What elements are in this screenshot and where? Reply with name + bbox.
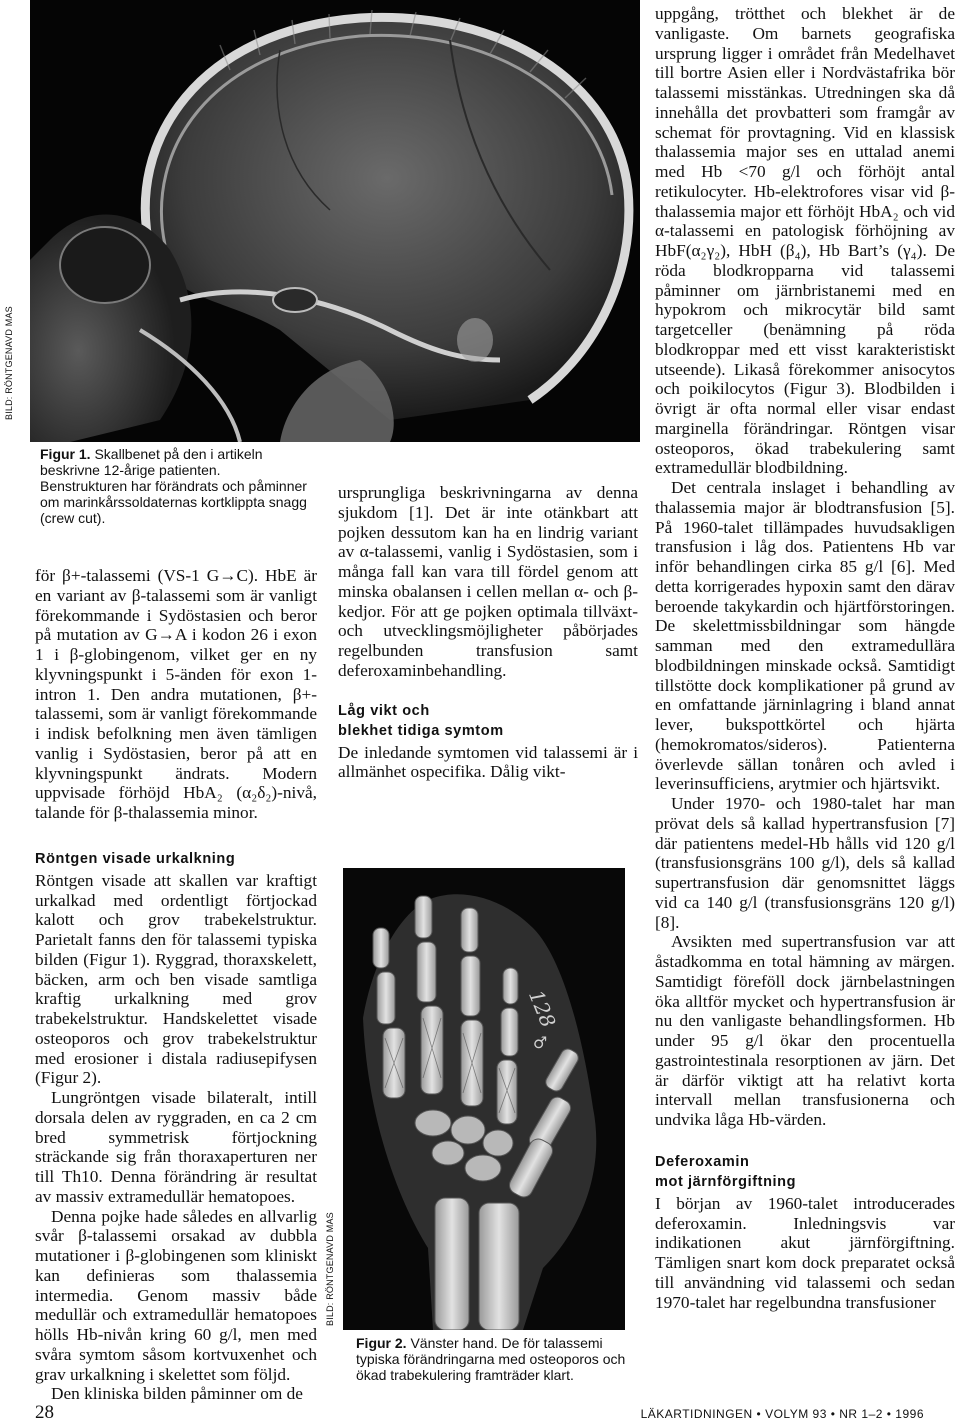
column-2 [338,483,638,782]
figure2-label: Figur 2. [356,1335,407,1351]
figure2-credit: BILD: RÖNTGENAVD MAS [325,1212,335,1326]
journal-footer: LÄKARTIDNINGEN • VOLYM 93 • NR 1–2 • 1996 [640,1407,924,1421]
svg-text:♂: ♂ [533,1033,548,1052]
heading-line: Deferoxamin [655,1153,750,1170]
hand-xray-image [343,868,625,1330]
figure1-caption [40,446,310,526]
figure1-label: Figur 1. [40,446,91,462]
column1-paragraph: Röntgen visade att skallen var kraftigt urkalkad med ordentligt förtjockad kalott och grov trabekelstruktur. Parietalt fanns den för talassemi typiska bilden (Figur 1). Ryggrad, thoraxskelett, bäcken, arm och ben visade samtliga kraftig urkalkning med grov trabekelstruktur. Handskelettet visade osteoporos och grov trabekelstruktur med erosioner i distala radiusepifysen (Figur 2). [35,870,317,1088]
column3-paragraph: Det centrala inslaget i behandling av thalassemia major är blodtransfusion [5]. På 1960-talet tillämpades huvudsakligen transfusion i låg dos. Patientens Hb var inför behandlingen cirka 85 g/l [6]. Med detta korrigerades hypoxin samt den därav beroende takykardin och hjärtförstoringen. De skelettmissbildningar som hängde samman med den extramedullära blodbildningen minskade också. Samtidigt tillstötte dock komplikationer på grund av en omfattande järninlagring i bland annat lever, bukspottkörtel och hjärta (hemokromatos/sideros). Patienterna överlevde sällan tonåren och avled i leverinsufficiens, arytmier och hjärtsvikt. [655,478,955,794]
column3-paragraph: Avsikten med supertransfusion var att åstadkomma en total hämning av märgen. Samtidigt föreföll dock järnbelastningen öka alltför mycket och hypertransfusion är nu den vanligaste behandlingsformen. Hb under 95 g/l ökar den procentuella gastrointestinala resorptionen av järn. Det är därför viktigt att ha relativt korta intervall mellan transfusionerna och undvika låga Hb-värden. [655,932,955,1129]
column1-paragraph: Denna pojke hade således en allvarlig svår β-talassemi orsakad av dubbla mutationer i β-globingenen som kliniskt kan definieras som thalassemia intermedia. Genom massiv både medullär och extramedullär hematopoes hölls Hb-nivån kring 60 g/l, men med svåra symtom såsom kortvuxenhet och grav urkalkning i skelettet som följd. [35,1206,317,1384]
figure2-caption [356,1335,638,1383]
column3-paragraph: uppgång, trötthet och blekhet är de vanligaste. Om barnets geografiska ursprung ligger i området från Medelhavet till bortre Asien eller i Nordvästafrika bör talassemi misstänkas. Utredningen ska då innehålla det provbatteri som framgår av schemat för provtagning. Vid en klassisk thalassemia major ses en uttalad anemi med Hb <70 g/l och förhöjt antal retikulocyter. Hb-elektrofores visar vid β-thalassemia major ett förhöjt HbA₂ och vid α-talassemi en patologisk förhöjning av HbF(α₂γ₂), HbH (β₄), Hb Bart’s (γ₄). De röda blodkropparna vid talassemi påminner om järnbristanemi med en hypokrom och mikrocytär bild samt targetceller (benämning på röda blodkroppar med ett visst karakteristiskt utseende). Likaså förekommer anisocytos och poikilocytos (Figur 3). Blodbilden i övrigt är ofta normal eller visar endast marginella förändringar. Röntgen visar osteoporos, ökad trabekulering samt extramedullär blodbildning. [655,4,955,478]
column-3 [655,4,955,1312]
section-heading-lag-vikt [338,701,638,741]
column2-paragraph: De inledande symtomen vid talassemi är i allmänhet ospecifika. Dålig vikt- [338,742,638,782]
figure1-credit: BILD: RÖNTGENAVD MAS [4,306,14,420]
column1-paragraph: för β+-talassemi (VS-1 G→C). HbE är en variant av β-talassemi som är vanligt förekommande i Sydöstasien och beror på mutation av G→A i kodon 26 i exon 1 i β-globingenom, vilket ger en ny klyvningspunkt i 5-änden för exon 1-intron 1. Den andra mutationen, β+-talassemi, som är vanligt förekommande i indisk befolkning men även tämligen vanlig i Sydöstasien, beror på att en klyvningspunkt ändrats. Modern uppvisade förhöjd HbA₂ (α₂δ₂)-nivå, talande för β-thalassemia minor. [35,566,317,822]
column1-paragraph: Den kliniska bilden påminner om de [51,1384,303,1404]
heading-line: Låg vikt och [338,702,430,719]
skull-xray-image [30,0,640,442]
figure2-caption-text: Vänster hand. De för talassemi typiska förändringarna med osteoporos och ökad trabekulering framträder klart. [356,1335,626,1383]
column1-paragraph: Lungröntgen visade bilateralt, intill dorsala delen av ryggraden, en ca 2 cm bred symmetrisk förtjockning sträckande sig från thoraxaperturen ner till Th10. Denna förändring är resultat av massiv extramedullär hematopoes. [35,1088,317,1206]
hand-xray-handwriting: 128 [523,986,561,1031]
column2-paragraph: ursprungliga beskrivningarna av denna sjukdom [1]. Det är inte otänkbart att pojken dessutom kan ha en lindrig variant av α-talassemi, vanlig i Sydöstasien, som i många fall kan vara till fördel genom att minska obalansen i cellen mellan α- och β-kedjor. För att ge pojken optimala tillväxt- och utvecklingsmöjligheter påbörjades regelbunden transfusion samt deferoxaminbehandling. [338,483,638,680]
heading-line: mot järnförgiftning [655,1173,797,1190]
section-heading-rontgen: Röntgen visade urkalkning [35,850,236,867]
heading-line: blekhet tidiga symtom [338,722,504,739]
column3-paragraph: Under 1970- och 1980-talet har man prövat dels så kallad hypertransfusion [7] där patientens medel-Hb hålls vid 120 g/l (transfusionsgräns 100 g/l), dels så kallad supertransfusion där genomsnittet läggs vid ca 140 g/l (transfusionsgräns 120 g/l) [8]. [655,794,955,932]
column-1 [35,566,317,1404]
section-heading-deferoxamin [655,1152,955,1192]
column3-paragraph: I början av 1960-talet introducerades deferoxamin. Inledningsvis var indikationen akut järnförgiftning. Tämligen snart kom dock preparatet också till användning vid talassemi och sedan 1970-talet har regelbundna transfusioner [655,1193,955,1312]
page-number: 28 [35,1402,54,1423]
figure1-caption-text: Skallbenet på den i artikeln beskrivne 12-årige patienten. Benstrukturen har förändrats och påminner om marinkårssoldaternas kortklippta snagg (crew cut). [40,446,307,526]
